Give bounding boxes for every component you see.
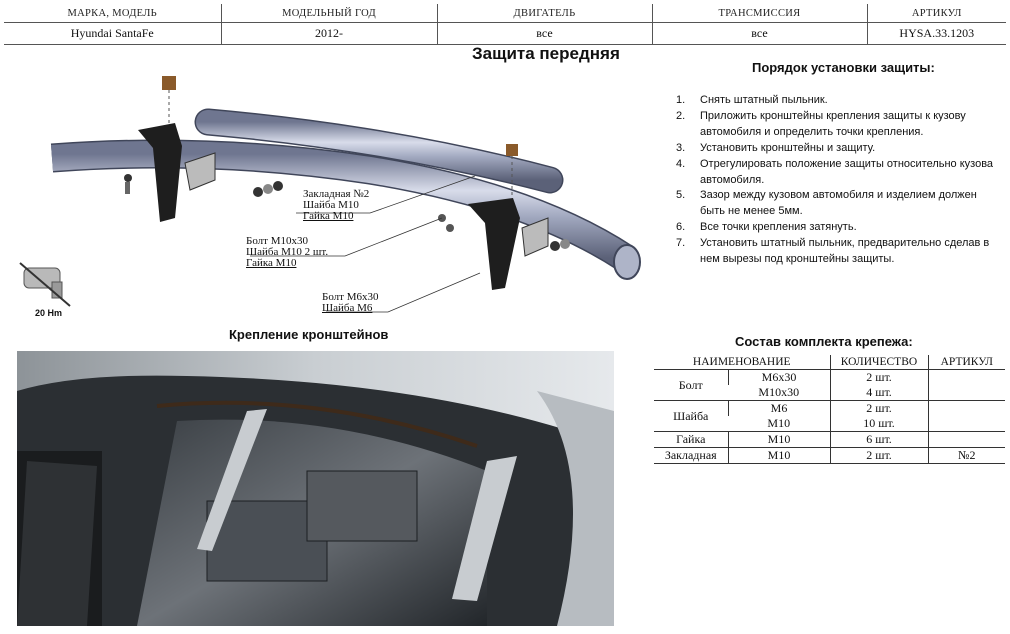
step-text: Отрегулировать положение защиты относительно кузова автомобиля. (700, 157, 994, 186)
kit-size: М10 (728, 448, 830, 464)
header-value-article: HYSA.33.1203 (867, 23, 1006, 45)
torque-label: 20 Hm (35, 308, 63, 318)
header-value-transmission: все (652, 23, 867, 45)
table-row (654, 448, 1005, 464)
callout-bolt-m6-line-2: Шайба М6 (322, 302, 373, 314)
kit-table (654, 355, 1005, 464)
kit-size: М6 (728, 401, 830, 417)
header-value-engine: все (437, 23, 652, 45)
install-title: Порядок установки защиты: (752, 60, 935, 75)
kit-article: №2 (928, 448, 1005, 464)
impact-wrench-icon (20, 263, 70, 306)
header-value-model: Hyundai SantaFe (4, 23, 221, 45)
kit-size: М10 (728, 432, 830, 448)
callout-bolt-m6-line-1: Болт М6х30 (322, 291, 379, 303)
step-number: 4. (676, 157, 686, 170)
kit-name-washer: Шайба (654, 401, 728, 432)
step-number: 5. (676, 189, 686, 202)
kit-title: Состав комплекта крепежа: (735, 334, 913, 349)
install-step (676, 236, 996, 268)
callout-plate-line-2: Шайба М10 (303, 199, 359, 211)
product-header-table (4, 4, 1006, 45)
callout-bolt-m10 (246, 236, 328, 269)
step-number: 6. (676, 221, 686, 234)
step-number: 2. (676, 109, 686, 122)
kit-qty: 2 шт. (830, 448, 928, 464)
step-text: Приложить кронштейны крепления защиты к кузову автомобиля и определить точки крепления. (700, 109, 966, 138)
header-col-year: МОДЕЛЬНЫЙ ГОД (221, 4, 437, 23)
step-number: 3. (676, 141, 686, 154)
header-col-engine: ДВИГАТЕЛЬ (437, 4, 652, 23)
callout-bolt-m6 (322, 292, 379, 314)
callout-plate-line-3: Гайка М10 (303, 210, 354, 222)
kit-name-plate: Закладная (654, 448, 728, 464)
kit-qty: 6 шт. (830, 432, 928, 448)
step-text: Установить штатный пыльник, предварительно сделав в нем вырезы под кронштейны защиты. (700, 237, 990, 266)
kit-qty: 2 шт. (830, 370, 928, 386)
install-step (676, 93, 996, 109)
kit-article (928, 370, 1005, 401)
header-col-model: МАРКА, МОДЕЛЬ (4, 4, 221, 23)
step-text: Снять штатный пыльник. (700, 94, 828, 106)
kit-name-bolt: Болт (654, 370, 728, 401)
install-step (676, 109, 996, 141)
installation-photo (17, 351, 614, 626)
table-row (654, 401, 1005, 417)
kit-header-qty: КОЛИЧЕСТВО (830, 355, 928, 370)
kit-qty: 10 шт. (830, 416, 928, 432)
kit-qty: 4 шт. (830, 385, 928, 401)
step-text: Установить кронштейны и защиту. (700, 141, 876, 154)
callout-bolt-m10-line-1: Болт М10х30 (246, 235, 308, 247)
header-value-year: 2012- (221, 23, 437, 45)
step-number: 1. (676, 94, 686, 106)
table-row (654, 370, 1005, 386)
callout-plate-line-1: Закладная №2 (303, 188, 370, 200)
header-col-article: АРТИКУЛ (867, 4, 1006, 23)
step-text: Все точки крепления затянуть. (700, 221, 857, 234)
kit-header-name: НАИМЕНОВАНИЕ (654, 355, 830, 370)
callout-bolt-m10-line-3: Гайка М10 (246, 257, 297, 269)
page-title: Защита передняя (472, 44, 620, 63)
kit-size: М10х30 (728, 385, 830, 401)
install-step (676, 157, 996, 189)
kit-article (928, 401, 1005, 432)
header-col-transmission: ТРАНСМИССИЯ (652, 4, 867, 23)
kit-name-nut: Гайка (654, 432, 728, 448)
photo-caption: Крепление кронштейнов (229, 327, 389, 342)
install-step (676, 141, 996, 157)
kit-article (928, 432, 1005, 448)
install-steps (676, 93, 996, 268)
kit-header-article: АРТИКУЛ (928, 355, 1005, 370)
kit-size: М6х30 (728, 370, 830, 386)
table-row (654, 432, 1005, 448)
callout-bolt-m10-line-2: Шайба М10 2 шт. (246, 246, 329, 258)
callout-plate (303, 189, 369, 222)
kit-size: М10 (728, 416, 830, 432)
install-step (676, 188, 996, 220)
step-number: 7. (676, 237, 686, 250)
kit-qty: 2 шт. (830, 401, 928, 417)
install-step (676, 220, 996, 236)
step-text: Зазор между кузовом автомобиля и изделием должен быть не менее 5мм. (700, 189, 977, 218)
